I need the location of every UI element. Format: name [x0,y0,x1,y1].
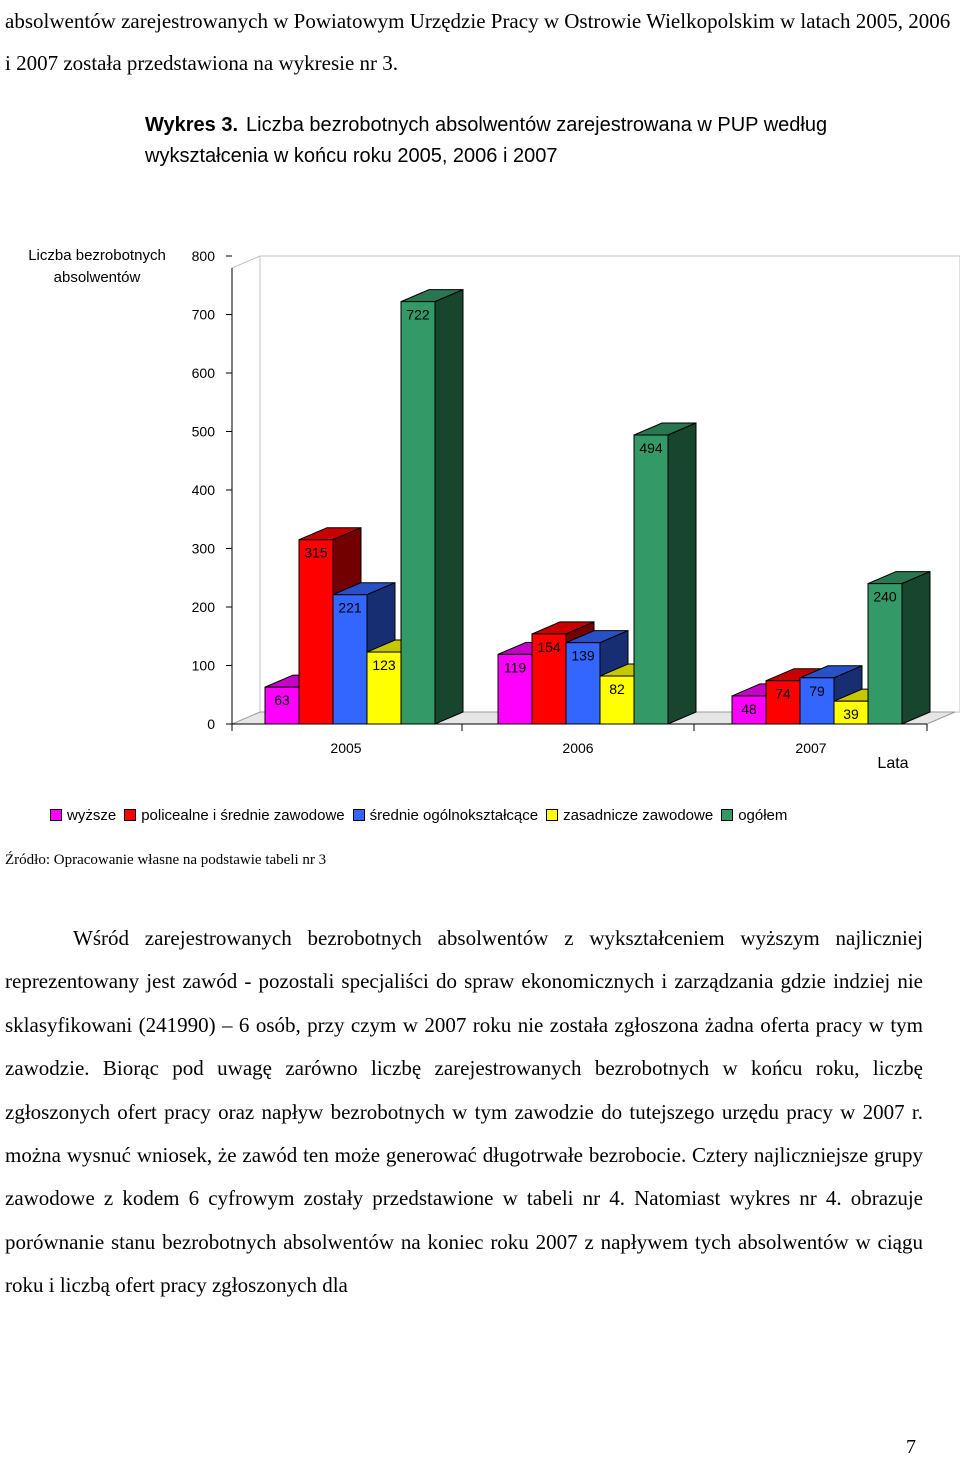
intro-text: absolwentów zarejestrowanych w Powiatowym Urzędzie Pracy w Ostrowie Wielkopolskim w latach 2005, 2006 i 2007 została przedstawiona na wykresie nr 3. [5,9,951,75]
bar-side [435,290,463,724]
legend-label: ogółem [738,806,788,824]
legend-label: policealne i średnie zawodowe [141,806,345,824]
x-tick-label: 2006 [562,740,594,756]
page-number: 7 [906,1436,916,1458]
data-label: 154 [537,638,561,655]
data-label: 221 [338,599,362,616]
legend-item [721,807,787,824]
chart-caption-text: Liczba bezrobotnych absolwentów zarejestrowana w PUP według wykształcenia w końcu roku 2005, 2006 i 2007 [145,114,828,167]
legend-label: zasadnicze zawodowe [563,806,714,824]
bar [401,290,463,724]
bar [634,423,696,724]
bars-group [265,290,930,724]
body-text: Wśród zarejestrowanych bezrobotnych absolwentów z wykształceniem wyższym najliczniej reprezentowany jest zawód - pozostali specjaliści do spraw ekonomicznych i zarządzania gdzie indziej nie sklasyfikowani (241990) – 6 osób, przy czym w 2007 roku nie została zgłoszona żadna oferta pracy w tym zawodzie. Biorąc pod uwagę zarówno liczbę zarejestrowanych bezrobotnych w końcu roku, liczbę zgłoszonych ofert pracy oraz napływ bezrobotnych w tym zawodzie do tutejszego urzędu pracy w 2007 r. można wysnuć wniosek, że zawód ten może generować długotrwałe bezrobocie. Cztery najliczniejsze grupy zawodowe z kodem 6 cyfrowym zostały przedstawione w tabeli nr 4. Natomiast wykres nr 4. obrazuje porównanie stanu bezrobotnych absolwentów na koniec roku 2007 z napływem tych absolwentów w ciągu roku i liczbą ofert pracy zgłoszonych dla [5,926,923,1298]
y-tick-label: 0 [207,716,215,732]
data-label: 48 [741,700,757,717]
bar-front [299,540,333,724]
legend-swatch [546,809,558,821]
legend-item [353,807,538,824]
data-label: 722 [406,306,430,323]
y-tick-label: 200 [191,599,215,615]
legend-item [124,807,344,824]
y-tick-label: 700 [191,306,215,323]
bar-chart [0,225,960,800]
data-label: 315 [304,544,328,561]
y-tick-label: 100 [191,657,215,674]
source-note: Źródło: Opracowanie własne na podstawie tabeli nr 3 [5,852,327,868]
y-tick-label: 500 [191,423,215,440]
y-tick-label: 600 [191,365,215,381]
body-paragraph [5,917,923,1308]
y-tick-label: 800 [191,248,215,264]
data-label: 82 [609,681,625,698]
legend-swatch [124,809,136,821]
data-label: 63 [274,692,290,709]
intro-paragraph [5,0,955,84]
bar-front [634,435,668,724]
x-axis-title: Lata [877,755,909,772]
chart-legend [50,800,787,830]
data-label: 494 [639,440,663,457]
bar-side [902,572,930,724]
legend-swatch [353,809,365,821]
x-tick-label: 2007 [795,740,827,756]
legend-swatch [721,809,733,821]
data-label: 240 [873,588,897,605]
y-axis [28,247,232,732]
data-label: 79 [809,682,825,699]
y-tick-label: 400 [191,482,215,498]
chart-caption [145,110,905,172]
x-axis [232,724,927,772]
data-label: 119 [503,659,527,676]
bar-front [401,302,435,724]
data-label: 39 [843,706,859,723]
y-axis-title: Liczba bezrobotnych absolwentów [28,247,166,286]
legend-item [50,807,116,824]
legend-label: wyższe [67,806,117,824]
data-label: 139 [571,647,595,664]
legend-swatch [50,809,62,821]
legend-label: średnie ogólnokształcące [369,806,539,824]
y-tick-label: 300 [191,540,215,557]
bar-side [668,423,696,724]
data-label: 123 [372,657,396,674]
bar-front [868,584,902,724]
x-tick-label: 2005 [330,740,362,756]
data-label: 74 [775,685,791,702]
legend-item [546,807,713,824]
chart-caption-label: Wykres 3. [145,114,239,136]
